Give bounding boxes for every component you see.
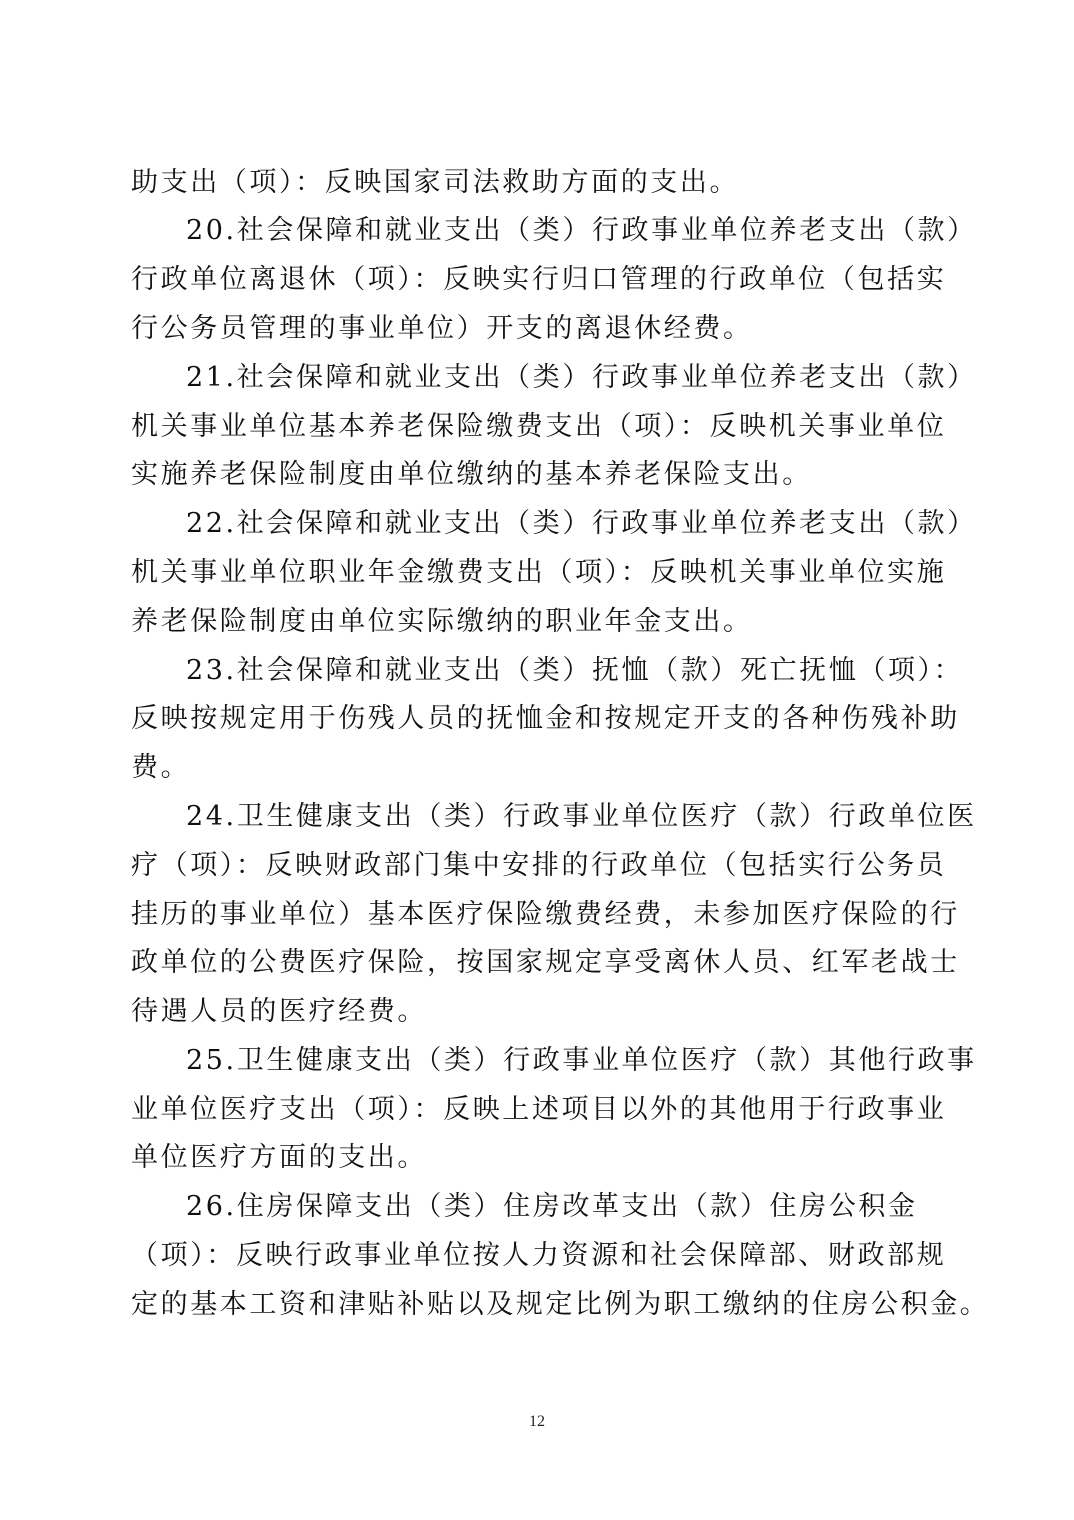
text-line: 机关事业单位职业年金缴费支出（项）：反映机关事业单位实施	[131, 557, 947, 588]
text-line: 养老保险制度由单位实际缴纳的职业年金支出。	[131, 606, 753, 637]
text-line: 业单位医疗支出（项）：反映上述项目以外的其他用于行政事业	[131, 1094, 947, 1125]
text-line: （项）：反映行政事业单位按人力资源和社会保障部、财政部规	[131, 1240, 947, 1271]
text-line: 实施养老保险制度由单位缴纳的基本养老保险支出。	[131, 459, 812, 490]
text-line: 疗（项）：反映财政部门集中安排的行政单位（包括实行公务员	[131, 850, 947, 881]
text-line: 费。	[131, 752, 191, 783]
text-line: 23.社会保障和就业支出（类）抚恤（款）死亡抚恤（项）：	[186, 655, 964, 686]
text-line: 反映按规定用于伤残人员的抚恤金和按规定开支的各种伤残补助	[131, 703, 960, 734]
text-line: 单位医疗方面的支出。	[131, 1142, 427, 1173]
text-line: 政单位的公费医疗保险，按国家规定享受离休人员、红军老战士	[131, 947, 960, 978]
page-number: 12	[529, 1413, 545, 1430]
text-line: 定的基本工资和津贴补贴以及规定比例为职工缴纳的住房公积金。	[131, 1289, 990, 1320]
text-line: 待遇人员的医疗经费。	[131, 996, 427, 1027]
text-line: 助支出（项）：反映国家司法救助方面的支出。	[131, 167, 740, 198]
text-line: 行政单位离退休（项）：反映实行归口管理的行政单位（包括实	[131, 264, 947, 295]
text-line: 26.住房保障支出（类）住房改革支出（款）住房公积金	[186, 1191, 918, 1222]
text-line: 21.社会保障和就业支出（类）行政事业单位养老支出（款）	[186, 362, 977, 393]
text-line: 机关事业单位基本养老保险缴费支出（项）：反映机关事业单位	[131, 411, 947, 442]
text-line: 22.社会保障和就业支出（类）行政事业单位养老支出（款）	[186, 508, 977, 539]
text-line: 挂历的事业单位）基本医疗保险缴费经费，未参加医疗保险的行	[131, 899, 960, 930]
text-line: 20.社会保障和就业支出（类）行政事业单位养老支出（款）	[186, 215, 977, 246]
text-line: 24.卫生健康支出（类）行政事业单位医疗（款）行政单位医	[186, 801, 977, 832]
text-line: 行公务员管理的事业单位）开支的离退休经费。	[131, 313, 753, 344]
text-line: 25.卫生健康支出（类）行政事业单位医疗（款）其他行政事	[186, 1045, 977, 1076]
